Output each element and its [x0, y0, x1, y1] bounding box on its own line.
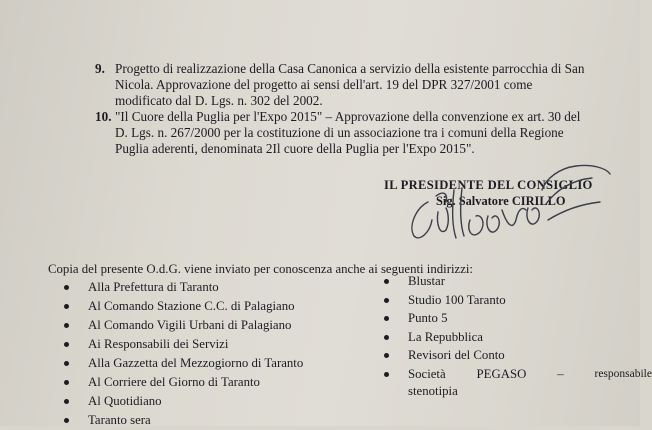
list-item [64, 354, 303, 373]
pegaso-name: Società [408, 366, 446, 381]
bullet-icon [64, 304, 69, 309]
recipient-list-left [64, 278, 303, 430]
handwritten-signature [396, 150, 616, 250]
recipient-label: Ai Responsabili dei Servizi [88, 337, 229, 351]
list-item [64, 297, 303, 316]
bullet-icon [384, 316, 389, 321]
recipient-label: La Repubblica [408, 329, 483, 344]
text-line: "Il Cuore della Puglia per l'Expo 2015" – Approvazione della convenzione ex art. 30 del [115, 109, 581, 124]
recipient-label: Alla Prefettura di Taranto [88, 280, 219, 294]
list-item [384, 346, 652, 365]
recipient-label: Taranto sera [88, 413, 151, 427]
item-text [115, 61, 620, 109]
bullet-icon [384, 353, 389, 358]
bullet-icon [64, 380, 69, 385]
bullet-icon [384, 279, 389, 284]
recipient-label: Alla Gazzetta del Mezzogiorno di Taranto [88, 356, 304, 370]
list-item [64, 316, 303, 335]
bullet-icon [64, 285, 69, 290]
list-item [384, 272, 652, 291]
text-line: modificato dal D. Lgs. n. 302 del 2002. [115, 93, 323, 108]
list-item [384, 309, 652, 328]
bullet-icon [64, 361, 69, 366]
recipient-label: Blustar [408, 274, 445, 288]
list-item [384, 328, 652, 347]
bullet-icon [384, 298, 389, 303]
list-item [64, 392, 303, 411]
list-item [384, 365, 652, 384]
distribution-intro: Copia del presente O.d.G. viene inviato per conoscenza anche ai seguenti indirizzi: [48, 262, 473, 276]
bullet-icon [384, 372, 389, 377]
recipient-list-right [384, 272, 652, 399]
recipient-label: Al Comando Stazione C.C. di Palagiano [88, 299, 295, 313]
bullet-icon [64, 399, 69, 404]
text-line: Progetto di realizzazione della Casa Canonica a servizio della esistente parrocchia di San [115, 61, 585, 76]
pegaso-line [408, 365, 652, 384]
recipient-label: Al Quotidiano [88, 394, 162, 408]
item-number: 9. [95, 61, 105, 76]
pegaso-continuation: stenotipia [408, 384, 458, 398]
list-item [64, 411, 303, 430]
pegaso-role: responsabile [594, 367, 652, 380]
pegaso-org: PEGASO [476, 366, 527, 381]
recipient-label: Studio 100 Taranto [408, 292, 506, 307]
recipient-label: Al Comando Vigili Urbani di Palagiano [88, 318, 292, 332]
president-title: IL PRESIDENTE DEL CONSIGLIO [384, 178, 593, 192]
list-item [64, 335, 303, 354]
pegaso-dash: – [557, 366, 564, 381]
list-item [64, 278, 303, 297]
recipient-label: Al Corriere del Giorno di Taranto [88, 375, 260, 389]
bullet-icon [64, 418, 69, 423]
bullet-icon [64, 323, 69, 328]
recipient-label: Revisori del Conto [408, 348, 505, 362]
list-item [384, 291, 652, 310]
bullet-icon [384, 335, 389, 340]
text-line: Puglia aderenti, denominata 2Il cuore della Puglia per l'Expo 2015". [115, 141, 475, 156]
list-item [64, 373, 303, 392]
item-number: 10. [95, 109, 112, 124]
text-line: Nicola. Approvazione del progetto ai sensi dell'art. 19 del DPR 327/2001 come [115, 77, 533, 92]
agenda-item-9 [95, 61, 620, 109]
bullet-icon [64, 342, 69, 347]
recipient-label: Punto 5 [408, 311, 448, 325]
text-line: D. Lgs. n. 267/2000 per la costituzione di un associazione tra i comuni della Regione [115, 125, 564, 140]
president-name: Sig. Salvatore CIRILLO [436, 194, 566, 208]
